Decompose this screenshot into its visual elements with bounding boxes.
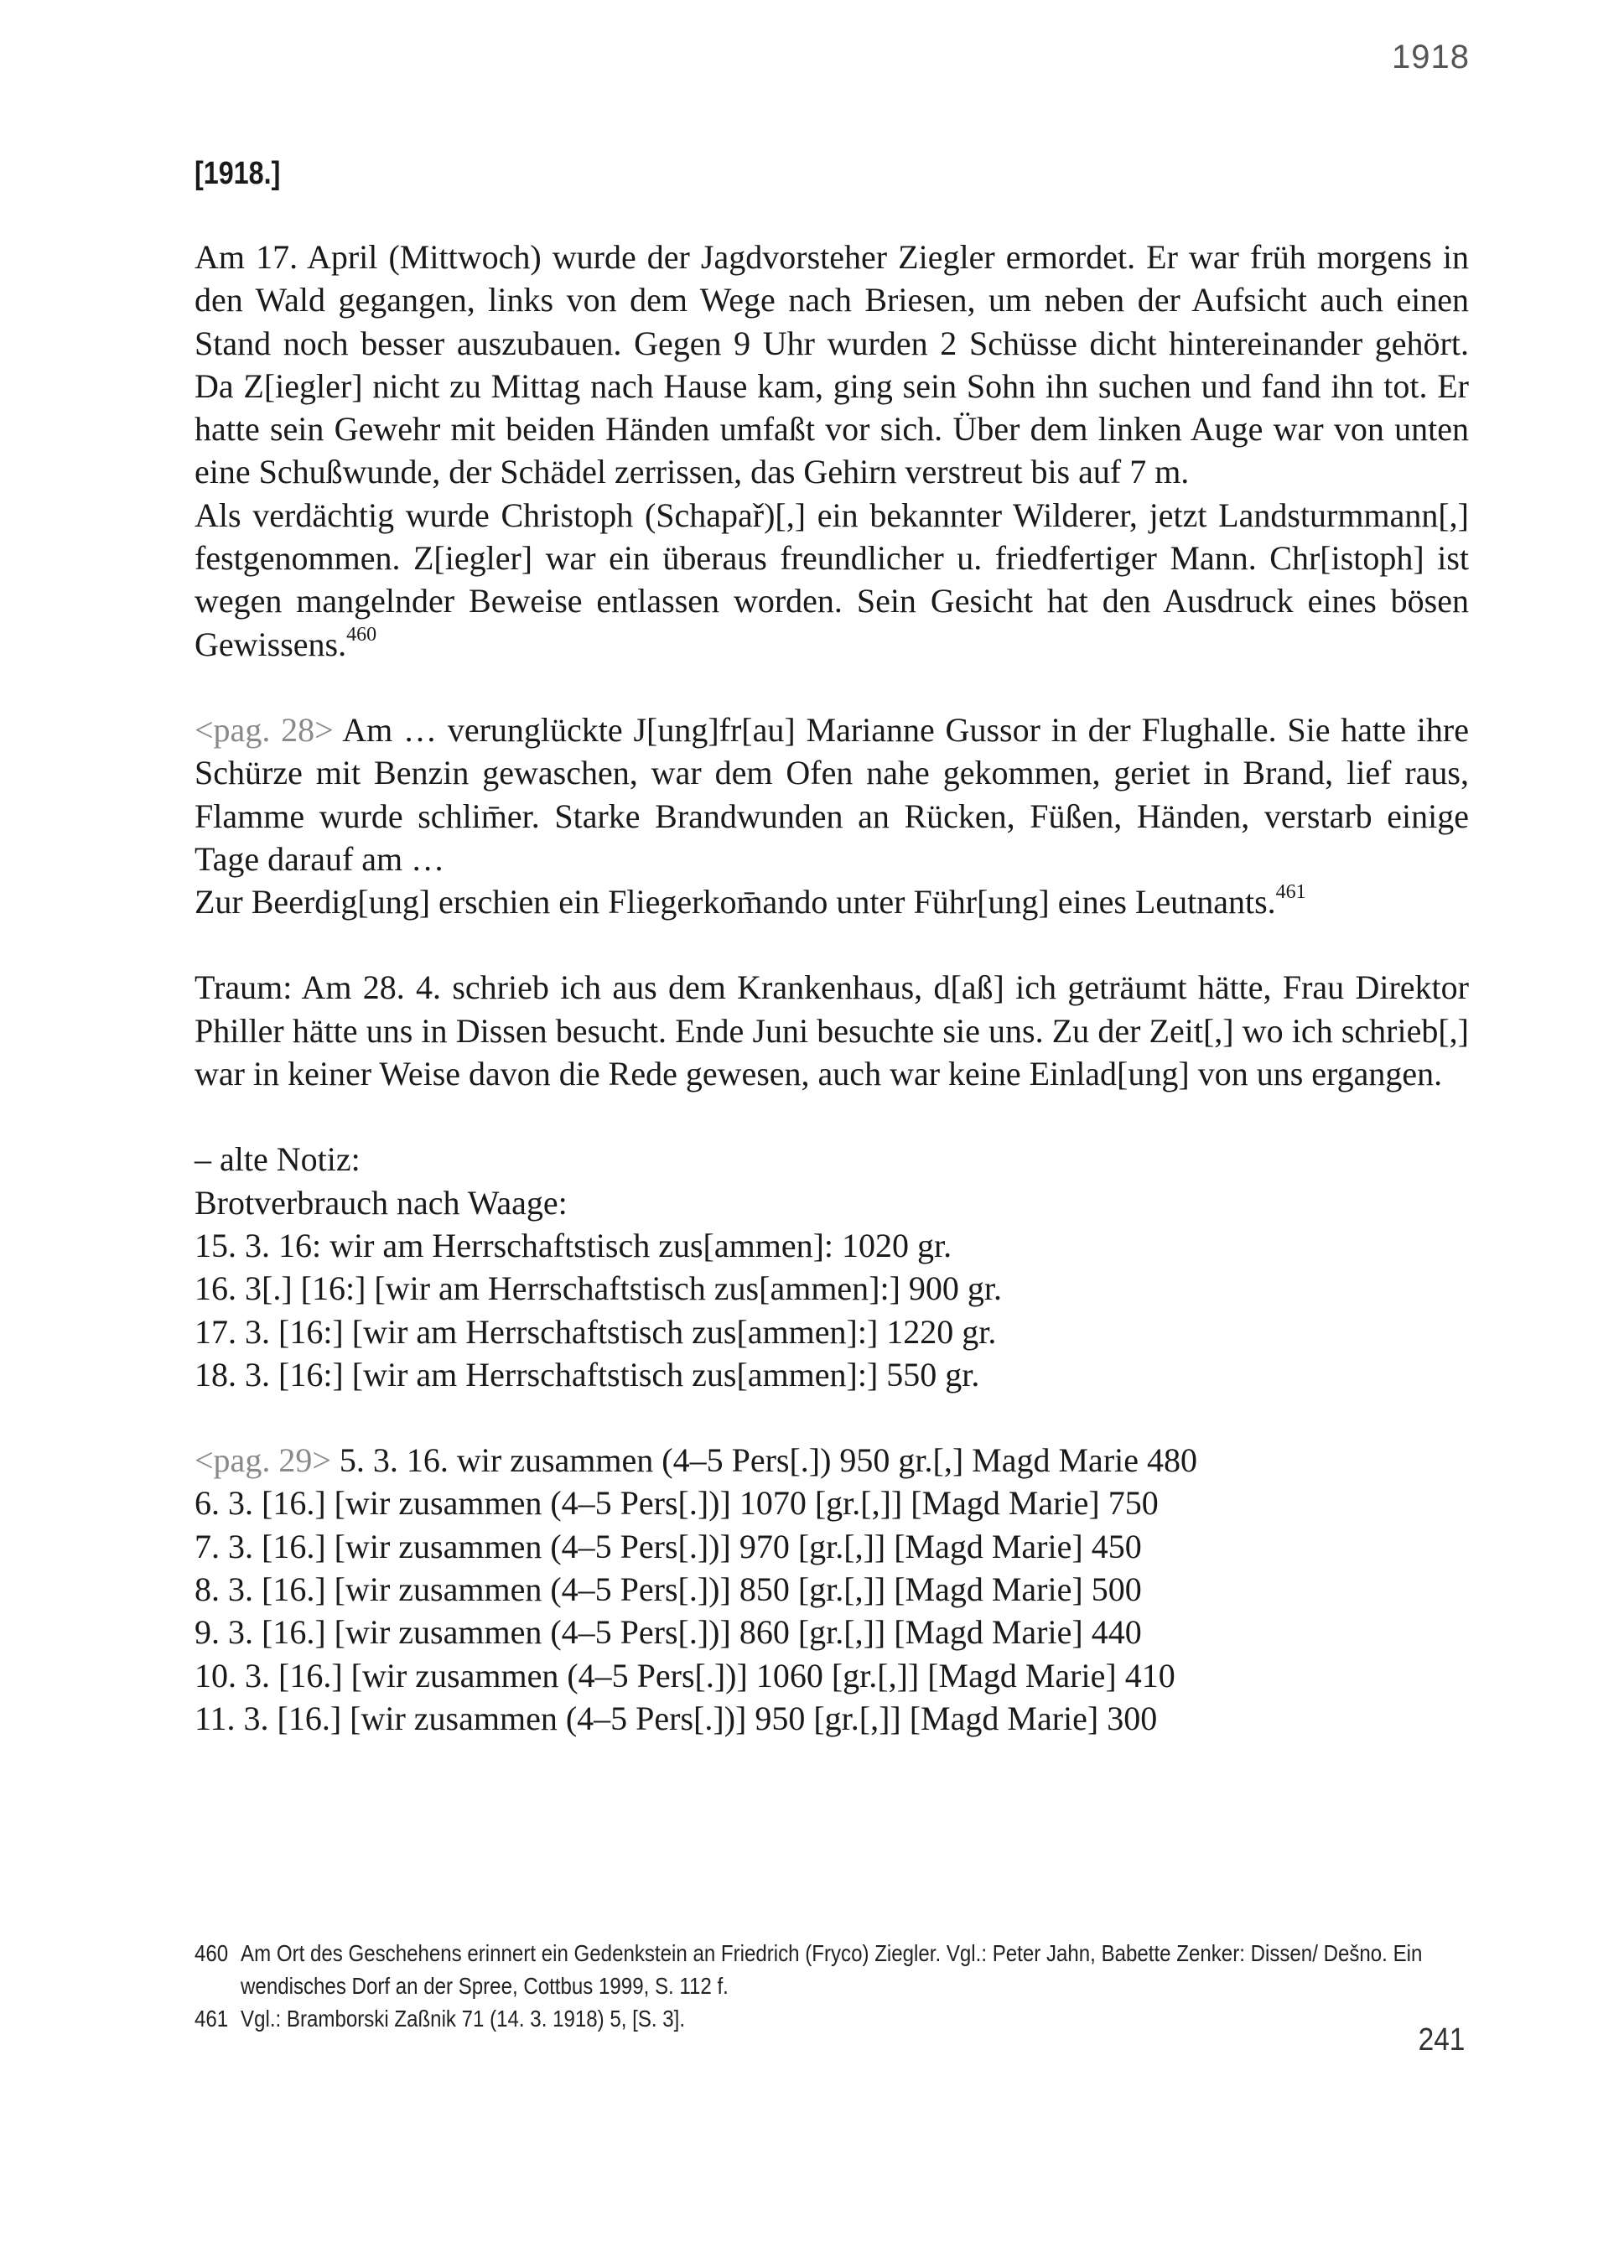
notiz-entry: 17. 3. [16:] [wir am Herrschaftstisch zus[ammen]:] 1220 gr. xyxy=(195,1312,997,1351)
running-head: 1918 xyxy=(1392,39,1470,75)
consumption-entry: 11. 3. [16.] [wir zusammen (4–5 Pers[.])] 950 [gr.[,]] [Magd Marie] 300 xyxy=(195,1699,1158,1737)
footnote-460 xyxy=(195,1937,1510,2002)
paragraph-funeral-text: Zur Beerdig[ung] erschien ein Fliegerkom̄ando unter Führ[ung] eines Leutnants. xyxy=(195,883,1276,921)
notiz-subheading: Brotverbrauch nach Waage: xyxy=(195,1183,568,1222)
consumption-entry: 9. 3. [16.] [wir zusammen (4–5 Pers[.])] 860 [gr.[,]] [Magd Marie] 440 xyxy=(195,1613,1142,1652)
footnotes xyxy=(195,1937,1469,2035)
paragraph-accident xyxy=(195,708,1469,880)
paragraph-funeral xyxy=(195,880,1469,923)
footnote-text: Vgl.: Bramborski Zaßnik 71 (14. 3. 1918) 5, [S. 3]. xyxy=(241,2006,686,2032)
notiz-entry: 18. 3. [16:] [wir am Herrschaftstisch zus[ammen]:] 550 gr. xyxy=(195,1355,980,1393)
page-marker-29: <pag. 29> xyxy=(195,1441,331,1480)
paragraph-suspect xyxy=(195,494,1469,666)
footnote-ref-461[interactable]: 461 xyxy=(1275,881,1306,904)
consumption-first-text: 5. 3. 16. wir zusammen (4–5 Pers[.]) 950 gr.[,] Magd Marie 480 xyxy=(330,1441,1197,1480)
footnote-text: Am Ort des Geschehens erinnert ein Gedenkstein an Friedrich (Fryco) Ziegler. Vgl.: Peter Jahn, Babette Zenker: Dissen/ Dešno. Ein wendisches Dorf an der Spree, Cottbus 1999, S. 112 f. xyxy=(241,1940,1423,1999)
consumption-entry: 8. 3. [16.] [wir zusammen (4–5 Pers[.])] 850 [gr.[,]] [Magd Marie] 500 xyxy=(195,1570,1142,1609)
paragraph-murder: Am 17. April (Mittwoch) wurde der Jagdvorsteher Ziegler ermordet. Er war früh morgens in den Wald gegangen, links von dem Wege nach Briesen, um neben der Aufsicht auch einen Stand noch besser auszubauen. Gegen 9 Uhr wurden 2 Schüsse dicht hintereinander gehört. Da Z[iegler] nicht zu Mittag nach Hause kam, ging sein Sohn ihn suchen und fand ihn tot. Er hatte sein Gewehr mit beiden Händen umfaßt vor sich. Über dem linken Auge war von unten eine Schußwunde, der Schädel zerrissen, das Gehirn verstreut bis auf 7 m. xyxy=(195,238,1469,491)
paragraph-dream: Traum: Am 28. 4. schrieb ich aus dem Krankenhaus, d[aß] ich geträumt hätte, Frau Direktor Philler hätte uns in Dissen besucht. Ende Juni besuchte sie uns. Zu der Zeit[,] wo ich schrieb[,] war in keiner Weise davon die Rede gewesen, auch war keine Einlad[ung] von uns ergangen. xyxy=(195,968,1469,1093)
notiz-entry: 16. 3[.] [16:] [wir am Herrschaftstisch zus[ammen]:] 900 gr. xyxy=(195,1269,1003,1308)
consumption-entry: 6. 3. [16.] [wir zusammen (4–5 Pers[.])] 1070 [gr.[,]] [Magd Marie] 750 xyxy=(195,1484,1159,1523)
notiz-heading: – alte Notiz: xyxy=(195,1140,361,1179)
section-title: [1918.] xyxy=(195,156,281,191)
footnote-number: 461 xyxy=(195,2006,229,2032)
paragraph-suspect-text: Als verdächtig wurde Christoph (Schapař)[,] ein bekannter Wilderer, jetzt Landsturmmann[,] festgenommen. Z[iegler] war ein überaus freundlicher u. friedfertiger Mann. Chr[istoph] ist wegen mangelnder Beweise entlassen worden. Sein Gesicht hat den Ausdruck eines bösen Gewissens. xyxy=(195,496,1469,663)
consumption-entry: 7. 3. [16.] [wir zusammen (4–5 Pers[.])] 970 [gr.[,]] [Magd Marie] 450 xyxy=(195,1527,1142,1565)
footnote-ref-460[interactable]: 460 xyxy=(346,623,377,646)
consumption-entry: 10. 3. [16.] [wir zusammen (4–5 Pers[.])] 1060 [gr.[,]] [Magd Marie] 410 xyxy=(195,1656,1175,1695)
footnote-number: 460 xyxy=(195,1940,229,1966)
paragraph-accident-text: Am … verunglückte J[ung]fr[au] Marianne Gussor in der Flughalle. Sie hatte ihre Schürze mit Benzin gewaschen, war dem Ofen nahe gekommen, geriet in Brand, lief raus, Flamme wurde schlim̄er. Starke Brandwunden an Rücken, Füßen, Händen, verstarb einige Tage darauf am … xyxy=(195,710,1469,878)
consumption-first-entry xyxy=(195,1439,1469,1482)
notiz-entry: 15. 3. 16: wir am Herrschaftstisch zus[ammen]: 1020 gr. xyxy=(195,1226,952,1264)
page-number: 241 xyxy=(1418,2022,1465,2058)
page-marker-28: <pag. 28> xyxy=(195,710,334,749)
main-text xyxy=(195,236,1469,1740)
footnote-461 xyxy=(195,2002,1510,2035)
